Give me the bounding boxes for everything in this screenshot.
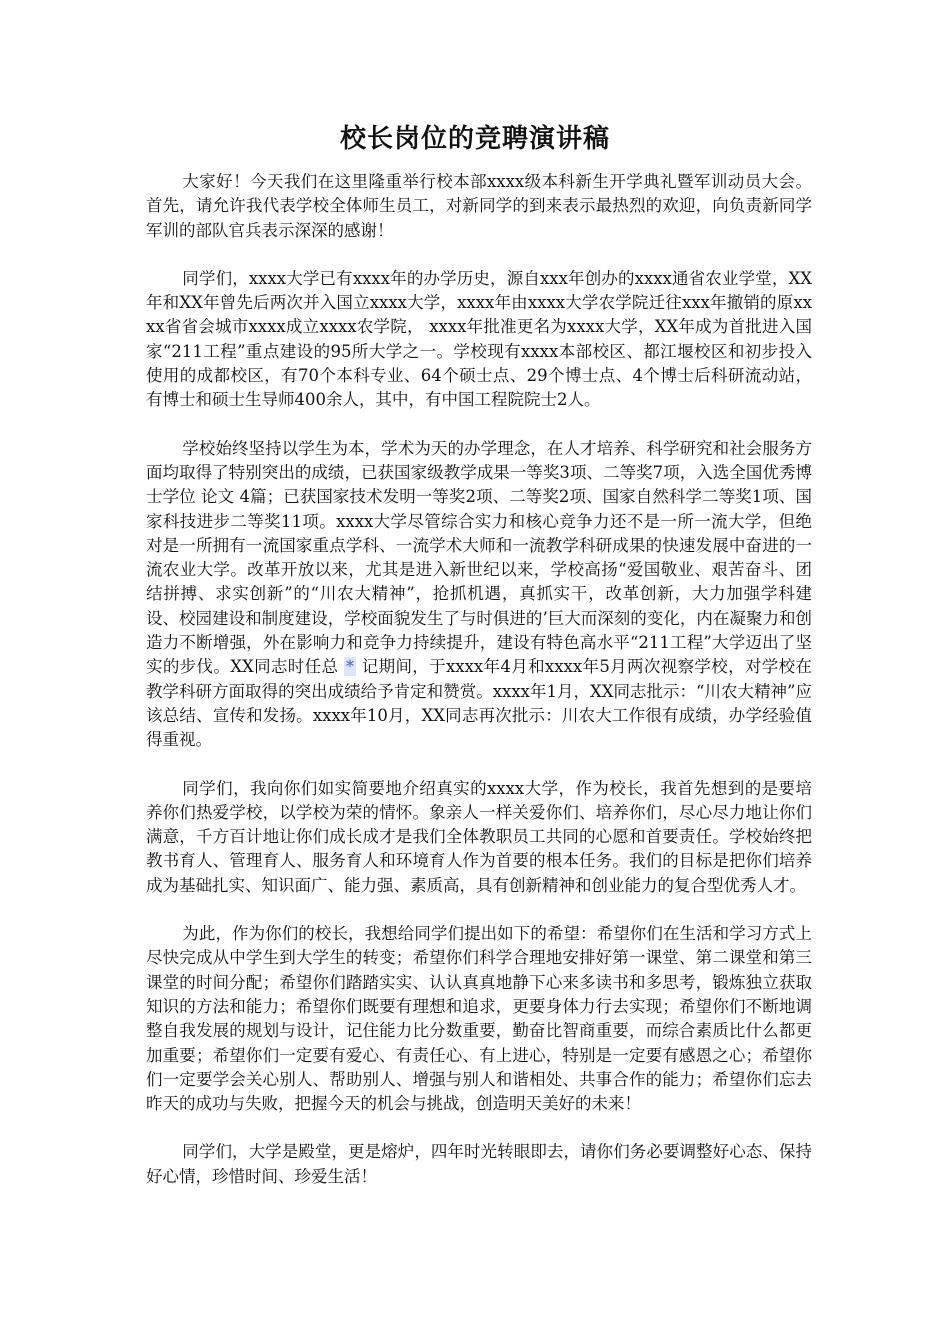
paragraph-achievements-continuation: 记期间，于xxxx年4月和xxxx年5月两次视察学校，对学校在教学科研方面取得的突出成绩给予肯定和赞赏。xxxx年1月，XX同志批示：“川农大精神”应该总结、宣传和发扬。xxxx年10月，XX同志再次批示：川农大工作很有成绩，办学经验值得重视。	[146, 657, 812, 750]
paragraph-greeting: 大家好！今天我们在这里隆重举行校本部xxxx级本科新生开学典礼暨军训动员大会。首先，请允许我代表学校全体师生员工，对新同学的到来表示最热烈的欢迎，向负责新同学军训的部队官兵表示深深的感谢！	[146, 172, 812, 240]
paragraph-closing: 同学们，大学是殿堂，更是熔炉，四年时光转眼即去，请你们务必要调整好心态、保持好心情，珍惜时间、珍爱生活！	[146, 1142, 812, 1186]
paragraph-achievements-text: 学校始终坚持以学生为本，学术为天的办学理念，在人才培养、科学研究和社会服务方面均取得了特别突出的成绩，已获国家级教学成果一等奖3项、二等奖7项，入选全国优秀博士学位 论文 4篇；已获国家技术发明一等奖2项、二等奖2项、国家自然科学二等奖1项、国家科技进步二等奖11项。xxxx大学尽管综合实力和核心竞争力还不是一所一流大学，但绝对是一所拥有一流国家重点学科、一流学术大师和一流教学科研成果的快速发展中奋进的一流农业大学。改革开放以来，尤其是进入新世纪以来，学校高扬“爱国敬业、艰苦奋斗、团结拼搏、求实创新”的“川农大精神”，抢抓机遇，真抓实干，改革创新，大力加强学科建设、校园建设和制度建设，学校面貌发生了与时俱进的’巨大而深刻的变化，内在凝聚力和创造力不断增强，外在影响力和竞争力持续提升，建设有特色高水平“211工程”大学迈出了坚实的步伐。XX同志时任总	[146, 438, 812, 677]
paragraph-achievements	[146, 437, 812, 753]
paragraph-history: 同学们，xxxx大学已有xxxx年的办学历史，源自xxx年创办的xxxx通省农业学堂，XX年和XX年曾先后两次并入国立xxxx大学，xxxx年由xxxx大学农学院迁往xxx年撤销的原xxxx省省会城市xxxx成立xxxx农学院， xxxx年批准更名为xxxx大学，XX年成为首批进入国家“211工程”重点建设的95所大学之一。学校现有xxxx本部校区、都江堰校区和初步投入使用的成都校区，有70个本科专业、64个硕士点、29个博士点、4个博士后科研流动站，有博士和硕士生导师400余人，其中，有中国工程院院士2人。	[146, 268, 812, 410]
paragraph-introduction: 同学们，我向你们如实简要地介绍真实的xxxx大学，作为校长，我首先想到的是要培养你们热爱学校，以学校为荣的情怀。象亲人一样关爱你们、培养你们，尽心尽力地让你们满意，千方百计地让你们成长成才是我们全体教职员工共同的心愿和首要责任。学校始终把教书育人、管理育人、服务育人和环境育人作为首要的根本任务。我们的目标是把你们培养成为基础扎实、知识面广、能力强、素质高，具有创新精神和创业能力的复合型优秀人才。	[146, 778, 812, 895]
document-body	[146, 170, 812, 1213]
text-cursor-marker: *	[345, 657, 355, 677]
paragraph-hopes: 为此，作为你们的校长，我想给同学们提出如下的希望：希望你们在生活和学习方式上尽快完成从中学生到大学生的转变；希望你们科学合理地安排好第一课堂、第二课堂和第三课堂的时间分配；希望你们踏踏实实、认认真真地静下心来多读书和多思考，锻炼独立获取知识的方法和能力；希望你们既要有理想和追求，更要身体力行去实现；希望你们不断地调整自我发展的规划与设计，记住能力比分数重要，勤奋比智商重要，而综合素质比什么都更加重要；希望你们一定要有爱心、有责任心、有上进心，特别是一定要有感恩之心；希望你们一定要学会关心别人、帮助别人、增强与别人和谐相处、共事合作的能力；希望你们忘去昨天的成功与失败，把握今天的机会与挑战，创造明天美好的未来！	[146, 924, 812, 1114]
document-title: 校长岗位的竞聘演讲稿	[339, 124, 610, 154]
